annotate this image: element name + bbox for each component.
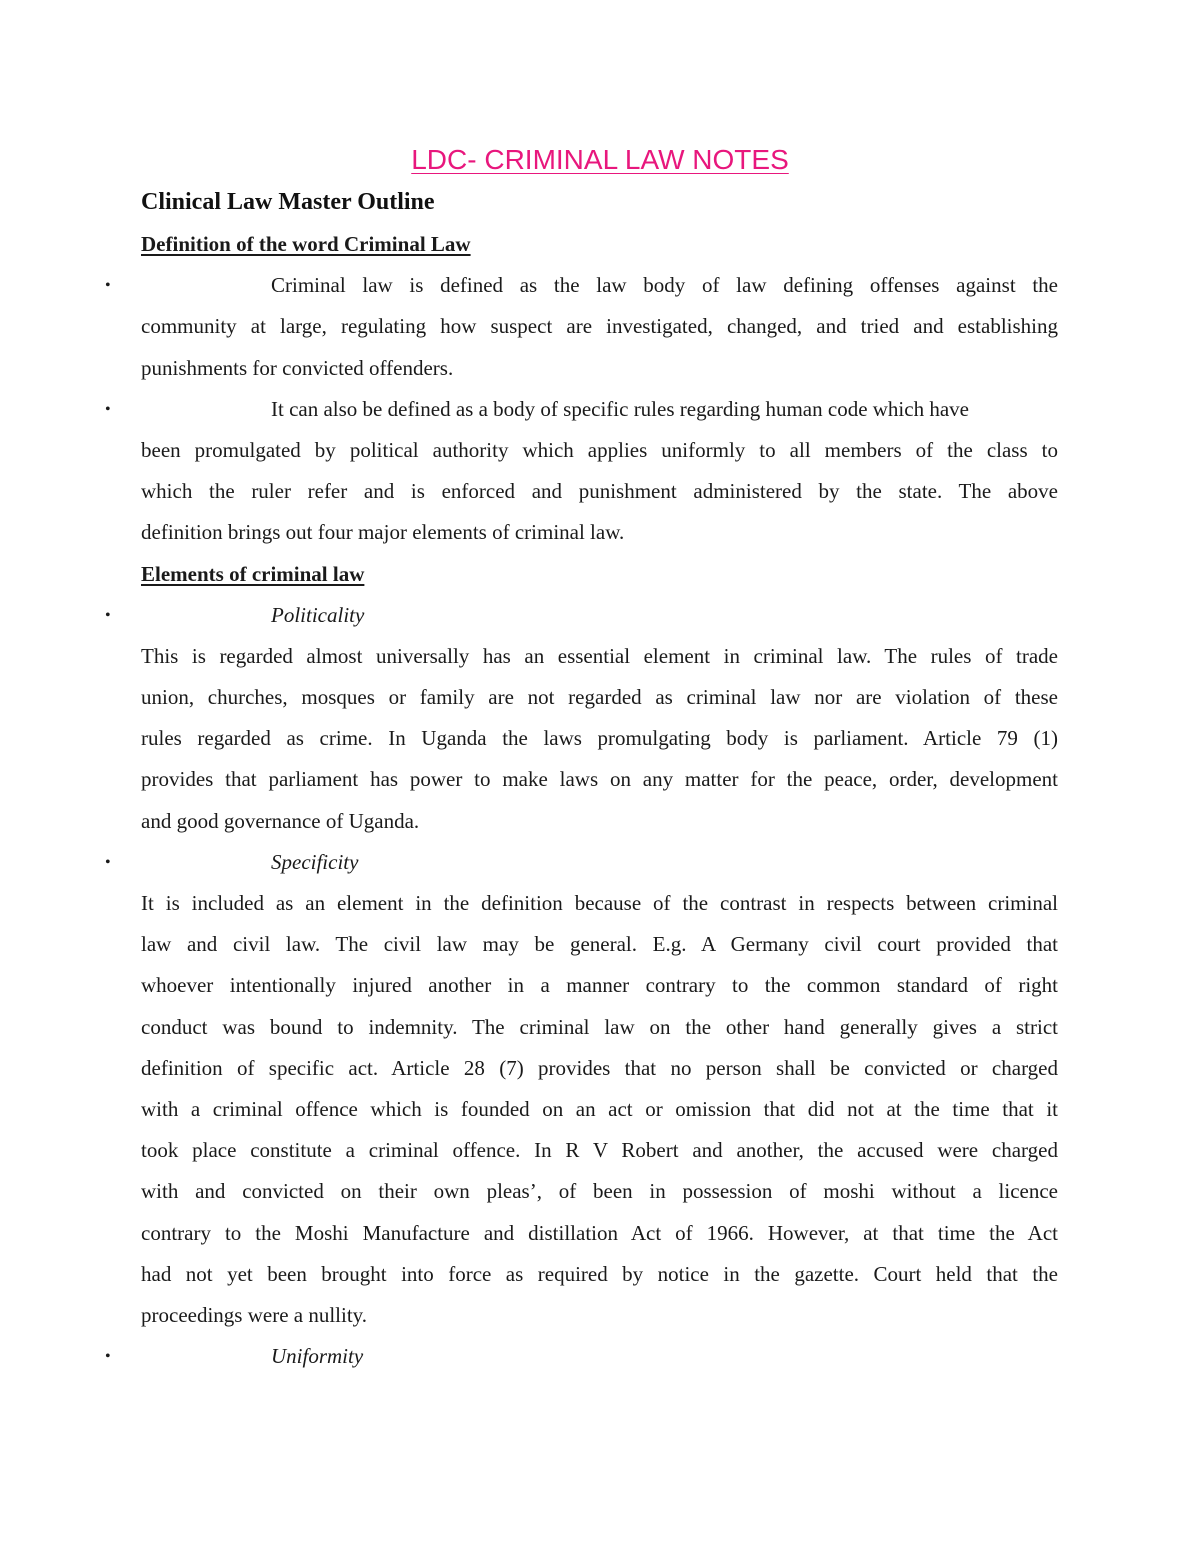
- document-subtitle: Clinical Law Master Outline: [141, 189, 435, 215]
- paragraph-line: and good governance of Uganda.: [141, 808, 420, 833]
- paragraph-line: It is included as an element in the definition because of the contrast in respects between criminal: [141, 891, 1058, 915]
- document-title: LDC- CRIMINAL LAW NOTES: [411, 144, 789, 175]
- paragraph-line: took place constitute a criminal offence. In R V Robert and another, the accused were charged: [141, 1138, 1058, 1163]
- bullet-item: [105, 842, 1058, 883]
- paragraph-line: had not yet been brought into force as required by notice in the gazette. Court held that the: [141, 1261, 1058, 1286]
- paragraph-line: Criminal law is defined as the law body of law defining offenses against the: [271, 273, 1058, 298]
- section-heading-elements: Elements of criminal law: [141, 561, 365, 586]
- document-body: [105, 224, 1058, 1377]
- paragraph-line: This is regarded almost universally has an essential element in criminal law. The rules of trade: [141, 643, 1058, 668]
- bullet-item: [105, 389, 1058, 430]
- paragraph-line: conduct was bound to indemnity. The criminal law on the other hand generally gives a strict: [141, 1014, 1058, 1039]
- paragraph-line: proceedings were a nullity.: [141, 1302, 368, 1327]
- paragraph-line: provides that parliament has power to make laws on any matter for the peace, order, development: [141, 767, 1058, 792]
- bullet-dot-icon: •: [105, 1348, 111, 1366]
- element-label-uniformity: Uniformity: [271, 1344, 364, 1369]
- paragraph-line: law and civil law. The civil law may be general. E.g. A Germany civil court provided that: [141, 932, 1058, 957]
- paragraph-line: It can also be defined as a body of specific rules regarding human code which have: [271, 396, 969, 421]
- paragraph-line: with and convicted on their own pleas’, of been in possession of moshi without a licence: [141, 1179, 1058, 1204]
- paragraph-line: community at large, regulating how suspect are investigated, changed, and tried and establishing: [141, 314, 1058, 339]
- paragraph-line: with a criminal offence which is founded on an act or omission that did not at the time that it: [141, 1096, 1058, 1121]
- element-label-specificity: Specificity: [271, 849, 359, 874]
- paragraph-line: union, churches, mosques or family are not regarded as criminal law nor are violation of these: [141, 685, 1058, 710]
- bullet-dot-icon: •: [105, 853, 111, 871]
- bullet-dot-icon: •: [105, 606, 111, 624]
- bullet-item: [105, 265, 1058, 306]
- paragraph-line: rules regarded as crime. In Uganda the laws promulgating body is parliament. Article 79 (1): [141, 726, 1058, 751]
- section-heading-definition: Definition of the word Criminal Law: [141, 232, 471, 256]
- paragraph-line: whoever intentionally injured another in a manner contrary to the common standard of right: [141, 973, 1058, 998]
- paragraph-line: been promulgated by political authority which applies uniformly to all members of the class to: [141, 437, 1058, 462]
- bullet-dot-icon: •: [105, 400, 111, 418]
- paragraph-line: definition brings out four major elements of criminal law.: [141, 520, 625, 545]
- paragraph-line: punishments for convicted offenders.: [141, 355, 454, 380]
- bullet-dot-icon: •: [105, 277, 111, 295]
- paragraph-line: contrary to the Moshi Manufacture and distillation Act of 1966. However, at that time the Act: [141, 1220, 1058, 1245]
- paragraph-line: definition of specific act. Article 28 (7) provides that no person shall be convicted or charged: [141, 1055, 1058, 1080]
- element-label-politicality: Politicality: [271, 602, 365, 627]
- paragraph-line: which the ruler refer and is enforced and punishment administered by the state. The above: [141, 479, 1058, 504]
- bullet-item: [105, 595, 1058, 636]
- bullet-item: [105, 1336, 1058, 1377]
